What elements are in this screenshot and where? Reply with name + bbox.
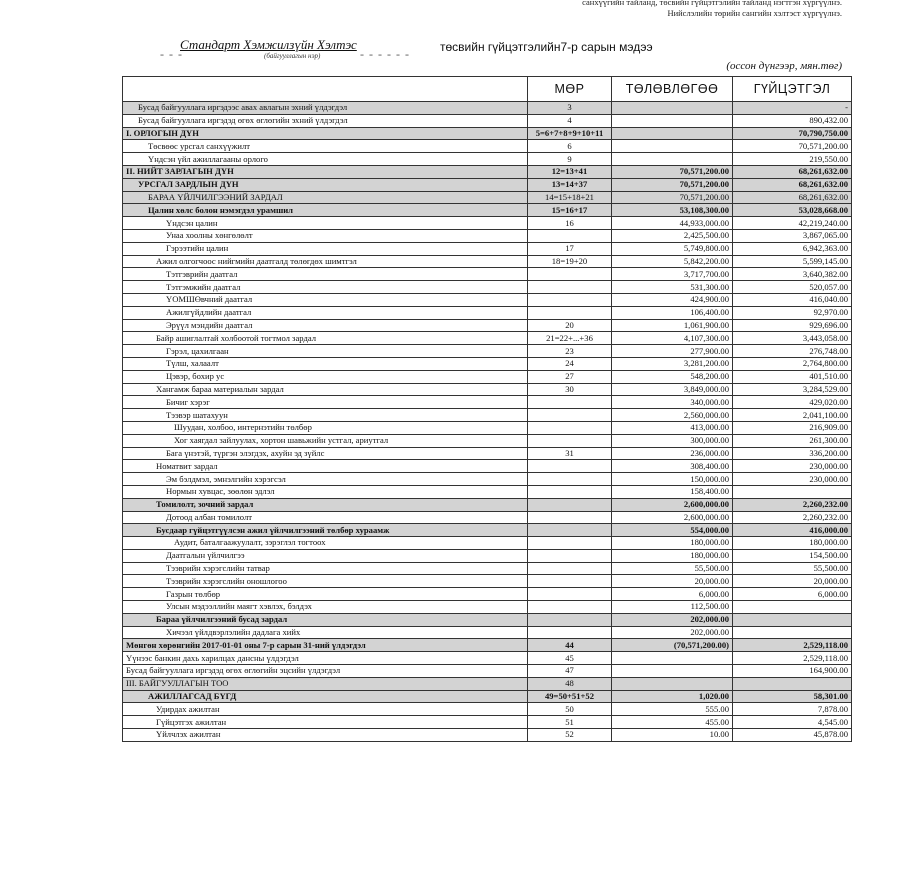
- table-row: [123, 114, 852, 127]
- column-header-code: МӨР: [528, 77, 612, 102]
- cell-code: [528, 281, 612, 294]
- cell-code: 27: [528, 370, 612, 383]
- cell-actual: 2,529,118.00: [733, 639, 852, 652]
- cell-code: [528, 575, 612, 588]
- table-row: [123, 102, 852, 115]
- cell-actual: 3,867,065.00: [733, 229, 852, 242]
- table-row: [123, 677, 852, 690]
- table-row: [123, 255, 852, 268]
- cell-actual: 2,529,118.00: [733, 652, 852, 665]
- cell-plan: 531,300.00: [612, 281, 733, 294]
- cell-name: Хангамж бараа материалын зардал: [123, 383, 528, 396]
- cell-name: Томилолт, зочний зардал: [123, 498, 528, 511]
- cell-plan: 150,000.00: [612, 473, 733, 486]
- cell-code: [528, 409, 612, 422]
- dash-line-left: - - -: [160, 47, 183, 61]
- table-row: [123, 549, 852, 562]
- cell-name: Тээврийн хэрэгслийн татвар: [123, 562, 528, 575]
- table-row: [123, 396, 852, 409]
- table-row: [123, 165, 852, 178]
- table-row: [123, 639, 852, 652]
- cell-code: 51: [528, 716, 612, 729]
- cell-plan: 277,900.00: [612, 345, 733, 358]
- cell-name: Үүнээс банкин дахь харилцах дансны үлдэгдэл: [123, 652, 528, 665]
- cell-plan: 1,020.00: [612, 690, 733, 703]
- cell-plan: 4,107,300.00: [612, 332, 733, 345]
- top-note-line-2: Нийслэлийн төрийн сангийн хэлтэст хүргүүлнэ.: [667, 8, 842, 18]
- cell-name: Бараа үйлчилгээний бусад зардал: [123, 613, 528, 626]
- cell-plan: 455.00: [612, 716, 733, 729]
- table-row: [123, 690, 852, 703]
- cell-actual: 219,550.00: [733, 153, 852, 166]
- cell-actual: [733, 613, 852, 626]
- cell-plan: 2,425,500.00: [612, 229, 733, 242]
- table-row: [123, 409, 852, 422]
- cell-code: [528, 396, 612, 409]
- cell-name: Нормын хувцас, зөөлөн эдлэл: [123, 485, 528, 498]
- cell-code: [528, 434, 612, 447]
- cell-code: [528, 460, 612, 473]
- table-row: [123, 178, 852, 191]
- cell-actual: -: [733, 102, 852, 115]
- cell-actual: [733, 626, 852, 639]
- table-row: [123, 729, 852, 742]
- cell-actual: 336,200.00: [733, 447, 852, 460]
- cell-plan: 300,000.00: [612, 434, 733, 447]
- cell-name: Бусад байгууллага иргэдэд өгөх өглөгийн эцсийн үлдэгдэл: [123, 665, 528, 678]
- cell-actual: 180,000.00: [733, 537, 852, 550]
- table-body: [123, 102, 852, 742]
- cell-actual: 55,500.00: [733, 562, 852, 575]
- cell-actual: [733, 601, 852, 614]
- table-row: [123, 665, 852, 678]
- cell-code: [528, 473, 612, 486]
- cell-name: Хичээл үйлдвэрлэлийн дадлага хийх: [123, 626, 528, 639]
- top-note-line-1: санхүүгийн тайланд, төсвийн гүйцэтгэлийн тайланд нэгтгэн хүргүүлнэ.: [582, 0, 842, 7]
- cell-actual: [733, 485, 852, 498]
- cell-name: ҮОМШӨвчний даатгал: [123, 293, 528, 306]
- table-row: [123, 473, 852, 486]
- cell-plan: 308,400.00: [612, 460, 733, 473]
- cell-plan: 70,571,200.00: [612, 191, 733, 204]
- cell-name: Хог хаягдал зайлуулах, хортон шавьжийн устгал, ариутгал: [123, 434, 528, 447]
- cell-name: Бусад байгууллага иргэдэд өгөх өглөгийн эхний үлдэгдэл: [123, 114, 528, 127]
- table-row: [123, 242, 852, 255]
- table-row: [123, 447, 852, 460]
- cell-name: Бичиг хэрэг: [123, 396, 528, 409]
- cell-code: 3: [528, 102, 612, 115]
- cell-actual: 230,000.00: [733, 460, 852, 473]
- column-header-plan: ТӨЛӨВЛӨГӨӨ: [612, 77, 733, 102]
- top-note: [582, 0, 842, 19]
- cell-name: Удирдах ажилтан: [123, 703, 528, 716]
- cell-plan: 3,849,000.00: [612, 383, 733, 396]
- table-row: [123, 383, 852, 396]
- cell-code: [528, 306, 612, 319]
- cell-name: Гүйцэтгэх ажилтан: [123, 716, 528, 729]
- cell-name: Номатвит зардал: [123, 460, 528, 473]
- cell-name: АЖИЛЛАГСАД БҮГД: [123, 690, 528, 703]
- cell-actual: 20,000.00: [733, 575, 852, 588]
- cell-name: Үндсэн цалин: [123, 217, 528, 230]
- unit-note: (оссон дүнгээр, мян.төг): [726, 60, 842, 72]
- cell-actual: 3,284,529.00: [733, 383, 852, 396]
- cell-actual: 68,261,632.00: [733, 191, 852, 204]
- cell-plan: [612, 102, 733, 115]
- cell-code: 12=13+41: [528, 165, 612, 178]
- cell-name: Гэрээтийн цалин: [123, 242, 528, 255]
- cell-plan: [612, 677, 733, 690]
- cell-name: Унаа хоолны хөнгөлөлт: [123, 229, 528, 242]
- cell-name: Гэрэл, цахилгаан: [123, 345, 528, 358]
- cell-code: 16: [528, 217, 612, 230]
- cell-code: [528, 626, 612, 639]
- organization-name: Стандарт Хэмжилзүйн Хэлтэс: [180, 37, 357, 52]
- table-row: [123, 140, 852, 153]
- cell-plan: 548,200.00: [612, 370, 733, 383]
- cell-actual: 216,909.00: [733, 421, 852, 434]
- cell-code: [528, 421, 612, 434]
- table-row: [123, 127, 852, 140]
- dash-line-right: - - - - - -: [360, 47, 410, 61]
- cell-name: Шуудан, холбоо, интернэтийн төлбөр: [123, 421, 528, 434]
- cell-actual: 429,020.00: [733, 396, 852, 409]
- cell-actual: 53,028,668.00: [733, 204, 852, 217]
- cell-actual: 164,900.00: [733, 665, 852, 678]
- report-title: төсвийн гүйцэтгэлийн7-р сарын мэдээ: [440, 40, 653, 54]
- cell-actual: 6,942,363.00: [733, 242, 852, 255]
- table-row: [123, 281, 852, 294]
- cell-actual: 2,764,800.00: [733, 357, 852, 370]
- table-row: [123, 434, 852, 447]
- cell-name: Аудит, баталгаажуулалт, зэрэглэл тогтоох: [123, 537, 528, 550]
- cell-plan: [612, 665, 733, 678]
- cell-code: [528, 293, 612, 306]
- cell-plan: 202,000.00: [612, 626, 733, 639]
- cell-name: Ажилгүйдлийн даатгал: [123, 306, 528, 319]
- cell-actual: 70,571,200.00: [733, 140, 852, 153]
- cell-actual: 3,640,382.00: [733, 268, 852, 281]
- cell-plan: 10.00: [612, 729, 733, 742]
- cell-plan: [612, 114, 733, 127]
- cell-plan: 70,571,200.00: [612, 165, 733, 178]
- cell-actual: [733, 677, 852, 690]
- table-header: [123, 77, 852, 102]
- cell-name: II. НИЙТ ЗАРЛАГЫН ДҮН: [123, 165, 528, 178]
- table-row: [123, 613, 852, 626]
- cell-code: 14=15+18+21: [528, 191, 612, 204]
- table-row: [123, 332, 852, 345]
- table-row: [123, 601, 852, 614]
- table-row: [123, 217, 852, 230]
- budget-table: [122, 76, 852, 742]
- cell-code: [528, 485, 612, 498]
- table-row: [123, 306, 852, 319]
- cell-name: III. БАЙГУУЛЛАГЫН ТОО: [123, 677, 528, 690]
- cell-actual: 2,260,232.00: [733, 498, 852, 511]
- table-row: [123, 229, 852, 242]
- cell-name: Бусдаар гүйцэтгүүлсэн ажил үйлчилгээний төлбөр хураамж: [123, 524, 528, 537]
- cell-plan: 106,400.00: [612, 306, 733, 319]
- cell-name: Ажил олгогчоос нийгмийн даатгалд төлөгдөх шимтгэл: [123, 255, 528, 268]
- cell-name: УРСГАЛ ЗАРДЛЫН ДҮН: [123, 178, 528, 191]
- cell-plan: [612, 652, 733, 665]
- table-row: [123, 703, 852, 716]
- cell-actual: 929,696.00: [733, 319, 852, 332]
- cell-name: Үндсэн үйл ажиллагааны орлого: [123, 153, 528, 166]
- cell-code: 23: [528, 345, 612, 358]
- cell-code: 5=6+7+8+9+10+11: [528, 127, 612, 140]
- table-row: [123, 293, 852, 306]
- cell-plan: 424,900.00: [612, 293, 733, 306]
- table-row: [123, 319, 852, 332]
- cell-plan: 2,600,000.00: [612, 511, 733, 524]
- cell-actual: 68,261,632.00: [733, 165, 852, 178]
- cell-actual: 3,443,058.00: [733, 332, 852, 345]
- cell-plan: (70,571,200.00): [612, 639, 733, 652]
- table-row: [123, 562, 852, 575]
- cell-plan: 413,000.00: [612, 421, 733, 434]
- cell-name: Газрын төлбөр: [123, 588, 528, 601]
- cell-plan: 3,717,700.00: [612, 268, 733, 281]
- cell-name: Улсын мэдээллийн маягт хэвлэх, бэлдэх: [123, 601, 528, 614]
- cell-plan: 2,560,000.00: [612, 409, 733, 422]
- cell-plan: 44,933,000.00: [612, 217, 733, 230]
- cell-name: Даатгалын үйлчилгээ: [123, 549, 528, 562]
- cell-plan: 70,571,200.00: [612, 178, 733, 191]
- cell-name: Бага үнэтэй, түргэн элэгдэх, ахуйн эд зүйлс: [123, 447, 528, 460]
- table-row: [123, 204, 852, 217]
- cell-plan: 5,842,200.00: [612, 255, 733, 268]
- cell-code: [528, 601, 612, 614]
- cell-actual: 154,500.00: [733, 549, 852, 562]
- cell-code: 20: [528, 319, 612, 332]
- cell-actual: 70,790,750.00: [733, 127, 852, 140]
- cell-code: 15=16+17: [528, 204, 612, 217]
- cell-plan: 340,000.00: [612, 396, 733, 409]
- cell-code: 44: [528, 639, 612, 652]
- cell-code: [528, 537, 612, 550]
- cell-actual: 276,748.00: [733, 345, 852, 358]
- cell-plan: 180,000.00: [612, 537, 733, 550]
- cell-actual: 2,260,232.00: [733, 511, 852, 524]
- cell-actual: 6,000.00: [733, 588, 852, 601]
- cell-name: Тэтгэмжийн даатгал: [123, 281, 528, 294]
- cell-actual: 42,219,240.00: [733, 217, 852, 230]
- table-row: [123, 460, 852, 473]
- cell-code: 4: [528, 114, 612, 127]
- cell-name: Эрүүл мэндийн даатгал: [123, 319, 528, 332]
- table-row: [123, 575, 852, 588]
- cell-code: 45: [528, 652, 612, 665]
- cell-plan: 55,500.00: [612, 562, 733, 575]
- cell-plan: [612, 153, 733, 166]
- cell-name: Бусад байгууллага иргэдээс авах авлагын эхний үлдэгдэл: [123, 102, 528, 115]
- cell-name: Тээврийн хэрэгслийн оношлогоо: [123, 575, 528, 588]
- table-row: [123, 498, 852, 511]
- table-row: [123, 191, 852, 204]
- cell-actual: 92,970.00: [733, 306, 852, 319]
- cell-name: Түлш, халаалт: [123, 357, 528, 370]
- cell-plan: 5,749,800.00: [612, 242, 733, 255]
- cell-actual: 401,510.00: [733, 370, 852, 383]
- cell-actual: 416,000.00: [733, 524, 852, 537]
- cell-plan: 555.00: [612, 703, 733, 716]
- cell-code: 48: [528, 677, 612, 690]
- cell-name: Тэтгэврийн даатгал: [123, 268, 528, 281]
- table-row: [123, 716, 852, 729]
- cell-actual: 68,261,632.00: [733, 178, 852, 191]
- cell-code: 50: [528, 703, 612, 716]
- column-header-name: [123, 77, 528, 102]
- cell-code: [528, 562, 612, 575]
- cell-code: [528, 524, 612, 537]
- cell-plan: 236,000.00: [612, 447, 733, 460]
- cell-code: [528, 588, 612, 601]
- cell-plan: [612, 140, 733, 153]
- cell-code: 17: [528, 242, 612, 255]
- cell-actual: 7,878.00: [733, 703, 852, 716]
- cell-code: [528, 268, 612, 281]
- cell-plan: 202,000.00: [612, 613, 733, 626]
- cell-code: [528, 498, 612, 511]
- cell-actual: 416,040.00: [733, 293, 852, 306]
- cell-actual: 261,300.00: [733, 434, 852, 447]
- cell-code: 13=14+37: [528, 178, 612, 191]
- cell-code: 52: [528, 729, 612, 742]
- cell-actual: 890,432.00: [733, 114, 852, 127]
- cell-plan: 53,108,300.00: [612, 204, 733, 217]
- table-row: [123, 652, 852, 665]
- cell-name: Байр ашиглалтай холбоотой тогтмол зардал: [123, 332, 528, 345]
- cell-name: Цэвэр, бохир ус: [123, 370, 528, 383]
- table-row: [123, 345, 852, 358]
- cell-code: 49=50+51+52: [528, 690, 612, 703]
- table-row: [123, 524, 852, 537]
- cell-code: 6: [528, 140, 612, 153]
- cell-plan: 2,600,000.00: [612, 498, 733, 511]
- cell-plan: 1,061,900.00: [612, 319, 733, 332]
- cell-actual: 4,545.00: [733, 716, 852, 729]
- cell-plan: 180,000.00: [612, 549, 733, 562]
- cell-name: Үйлчлэх ажилтан: [123, 729, 528, 742]
- table-row: [123, 511, 852, 524]
- cell-actual: 520,057.00: [733, 281, 852, 294]
- column-header-actual: ГҮЙЦЭТГЭЛ: [733, 77, 852, 102]
- organization-note: (байгууллагын нэр): [264, 52, 321, 60]
- cell-plan: 20,000.00: [612, 575, 733, 588]
- cell-code: 18=19+20: [528, 255, 612, 268]
- cell-code: 24: [528, 357, 612, 370]
- cell-plan: 112,500.00: [612, 601, 733, 614]
- cell-code: [528, 549, 612, 562]
- cell-name: Эм бэлдмэл, эмнэлгийн хэрэгсэл: [123, 473, 528, 486]
- cell-code: 30: [528, 383, 612, 396]
- cell-name: Төсвөөс урсгал санхүүжилт: [123, 140, 528, 153]
- table-row: [123, 588, 852, 601]
- cell-code: 31: [528, 447, 612, 460]
- cell-code: [528, 613, 612, 626]
- table-row: [123, 357, 852, 370]
- cell-code: [528, 229, 612, 242]
- cell-code: 9: [528, 153, 612, 166]
- table-row: [123, 626, 852, 639]
- cell-plan: 3,281,200.00: [612, 357, 733, 370]
- table-row: [123, 421, 852, 434]
- cell-actual: 58,301.00: [733, 690, 852, 703]
- cell-code: [528, 511, 612, 524]
- cell-actual: 2,041,100.00: [733, 409, 852, 422]
- cell-actual: 45,878.00: [733, 729, 852, 742]
- cell-name: БАРАА ҮЙЛЧИЛГЭЭНИЙ ЗАРДАЛ: [123, 191, 528, 204]
- cell-name: I. ОРЛОГЫН ДҮН: [123, 127, 528, 140]
- table-row: [123, 537, 852, 550]
- cell-plan: 554,000.00: [612, 524, 733, 537]
- cell-code: 21=22+...+36: [528, 332, 612, 345]
- cell-plan: 6,000.00: [612, 588, 733, 601]
- table-row: [123, 268, 852, 281]
- cell-plan: 158,400.00: [612, 485, 733, 498]
- table-row: [123, 153, 852, 166]
- cell-actual: 5,599,145.00: [733, 255, 852, 268]
- cell-actual: 230,000.00: [733, 473, 852, 486]
- table-row: [123, 485, 852, 498]
- cell-code: 47: [528, 665, 612, 678]
- cell-name: Мөнгөн хөрөнгийн 2017-01-01 оны 7-р сарын 31-ний үлдэгдэл: [123, 639, 528, 652]
- table-row: [123, 370, 852, 383]
- cell-name: Дотоод албан томилолт: [123, 511, 528, 524]
- cell-name: Цалин хөлс болон нэмэгдэл урамшил: [123, 204, 528, 217]
- cell-plan: [612, 127, 733, 140]
- cell-name: Тээвэр шатахуун: [123, 409, 528, 422]
